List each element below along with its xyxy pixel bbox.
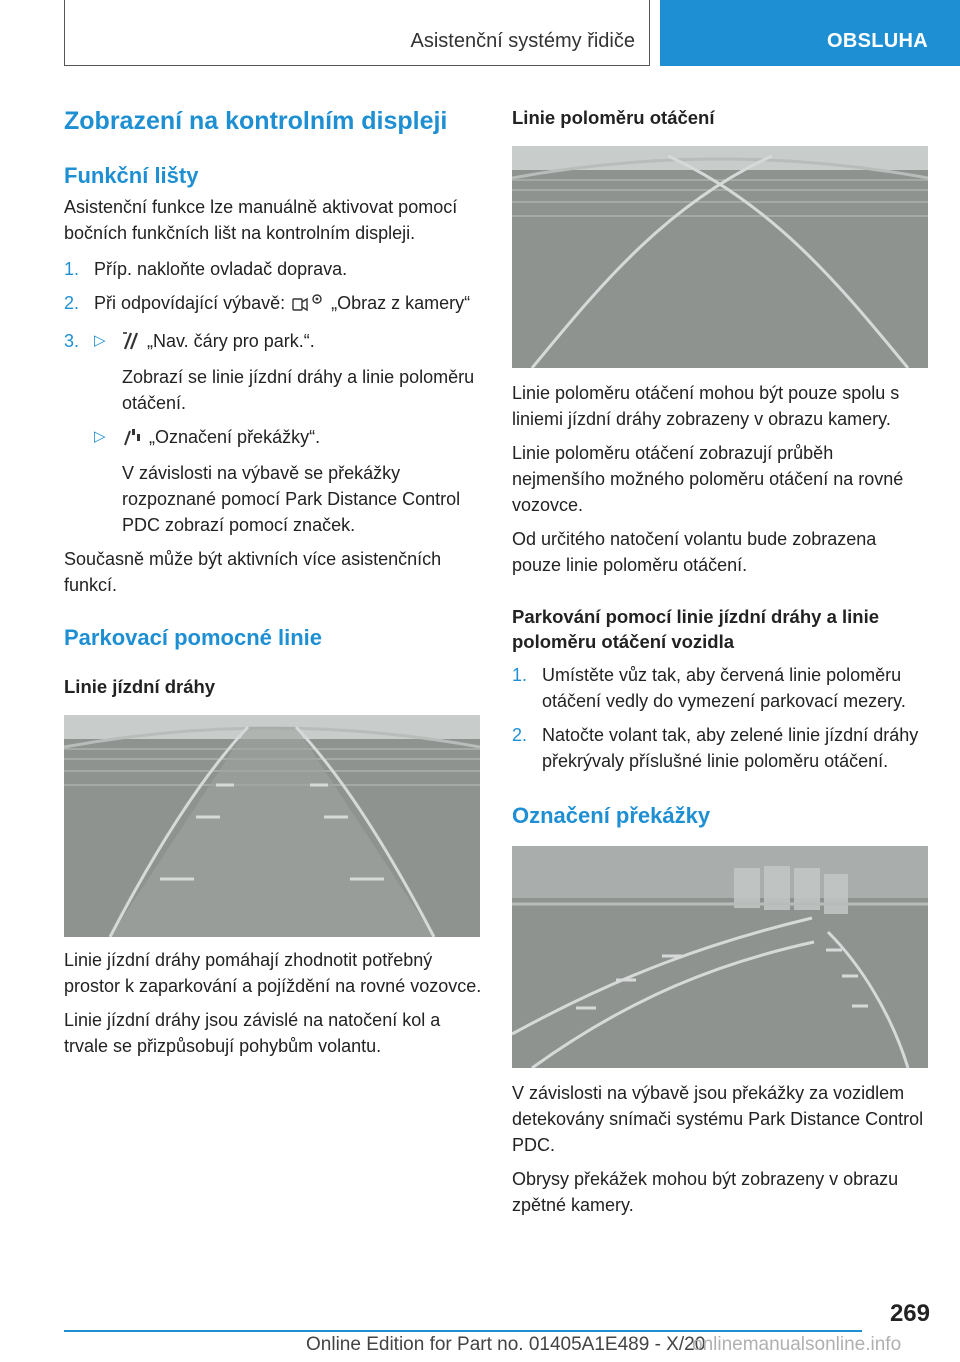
footer-edition: Online Edition for Part no. 01405A1E489 - X/20 bbox=[306, 1334, 706, 1355]
step-text: „Nav. čáry pro park.“. bbox=[147, 331, 315, 351]
left-column bbox=[64, 96, 484, 1059]
heading-parking-with-lines: Parkování pomocí linie jízdní dráhy a linie poloměru otáčení vozidla bbox=[512, 606, 880, 652]
step-number: 1. bbox=[64, 259, 80, 279]
lane-paragraph-1: Linie jízdní dráhy pomáhají zhodnotit potřebný prostor k zaparkování a pojíždění na rovné vozovce. bbox=[64, 950, 482, 996]
triangle-bullet-icon: ▷ bbox=[94, 428, 106, 445]
heading-turn-radius: Linie poloměru otáčení bbox=[512, 107, 715, 128]
footer-divider bbox=[64, 1330, 862, 1332]
list-item bbox=[512, 722, 930, 774]
sub-step-detail: V závislosti na výbavě se překážky rozpoznané pomocí Park Distance Control PDC zobrazí pomocí značek. bbox=[122, 463, 461, 535]
step-number: 1. bbox=[512, 665, 528, 685]
right-column bbox=[512, 96, 930, 1218]
obstacle-marking-icon bbox=[122, 425, 144, 454]
header-section-title: Asistenční systémy řidiče bbox=[410, 30, 635, 52]
turn-paragraph-1: Linie poloměru otáčení mohou být pouze spolu s liniemi jízdní dráhy zobrazeny v obrazu kamery. bbox=[512, 383, 900, 429]
obstacle-figure bbox=[512, 846, 928, 1068]
intro-paragraph: Asistenční funkce lze manuálně aktivovat pomocí bočních funkčních lišt na kontrolním displeji. bbox=[64, 197, 458, 243]
steps-list bbox=[64, 256, 484, 538]
step-text: Natočte volant tak, aby zelené linie jízdní dráhy překrývaly příslušné linie poloměru otáčení. bbox=[542, 725, 919, 771]
list-item bbox=[64, 424, 484, 454]
turn-radius-figure bbox=[512, 146, 928, 368]
step3-detail: Zobrazí se linie jízdní dráhy a linie poloměru otáčení. bbox=[122, 367, 475, 413]
step-text: Příp. nakloňte ovladač doprava. bbox=[94, 259, 348, 279]
heading-obstacle: Označení překážky bbox=[512, 803, 711, 828]
obstacle-paragraph-1: V závislosti na výbavě jsou překážky za vozidlem detekovány snímači systému Park Distance Control PDC. bbox=[512, 1083, 924, 1155]
step-text-before: Při odpovídající výbavě: bbox=[94, 293, 286, 313]
step-text: Umístěte vůz tak, aby červená linie poloměru otáčení vedly do vymezení parkovací mezery. bbox=[542, 665, 906, 711]
step-number: 3. bbox=[64, 331, 80, 351]
heading-function-bars: Funkční lišty bbox=[64, 163, 199, 188]
header-tab-box bbox=[660, 0, 960, 66]
header-tab-label: OBSLUHA bbox=[827, 30, 928, 52]
list-item bbox=[512, 662, 930, 714]
triangle-bullet-icon: ▷ bbox=[94, 332, 106, 349]
page-title: Zobrazení na kontrolním displeji bbox=[64, 107, 448, 135]
turn-paragraph-3: Od určitého natočení volantu bude zobrazena pouze linie poloměru otáčení. bbox=[512, 529, 877, 575]
obstacle-paragraph-2: Obrysy překážek mohou být zobrazeny v obrazu zpětné kamery. bbox=[512, 1169, 899, 1215]
step-text-after: „Obraz z kamery“ bbox=[331, 293, 471, 313]
page-number: 269 bbox=[889, 1300, 930, 1327]
parking-steps-list bbox=[512, 662, 930, 774]
header-section-box bbox=[64, 0, 650, 66]
list-item bbox=[64, 290, 484, 320]
step-number: 2. bbox=[64, 293, 80, 313]
lane-paragraph-2: Linie jízdní dráhy jsou závislé na natočení kol a trvale se přizpůsobují pohybům volantu. bbox=[64, 1010, 441, 1056]
sub-step-text: „Označení překážky“. bbox=[149, 427, 321, 447]
heading-parking-lines: Parkovací pomocné linie bbox=[64, 625, 322, 650]
turn-paragraph-2: Linie poloměru otáčení zobrazují průběh nejmenšího možného poloměru otáčení na rovné vozovce. bbox=[512, 443, 904, 515]
heading-lane-lines: Linie jízdní dráhy bbox=[64, 676, 216, 697]
parking-lines-icon bbox=[122, 329, 142, 358]
lane-lines-figure bbox=[64, 715, 480, 937]
page-header bbox=[64, 0, 960, 66]
list-item bbox=[64, 256, 484, 282]
camera-settings-icon bbox=[290, 291, 326, 320]
simultaneous-paragraph: Současně může být aktivních více asistenčních funkcí. bbox=[64, 549, 442, 595]
step-number: 2. bbox=[512, 725, 528, 745]
list-item bbox=[64, 328, 484, 358]
watermark: onlinemanualsonline.info bbox=[692, 1334, 902, 1355]
